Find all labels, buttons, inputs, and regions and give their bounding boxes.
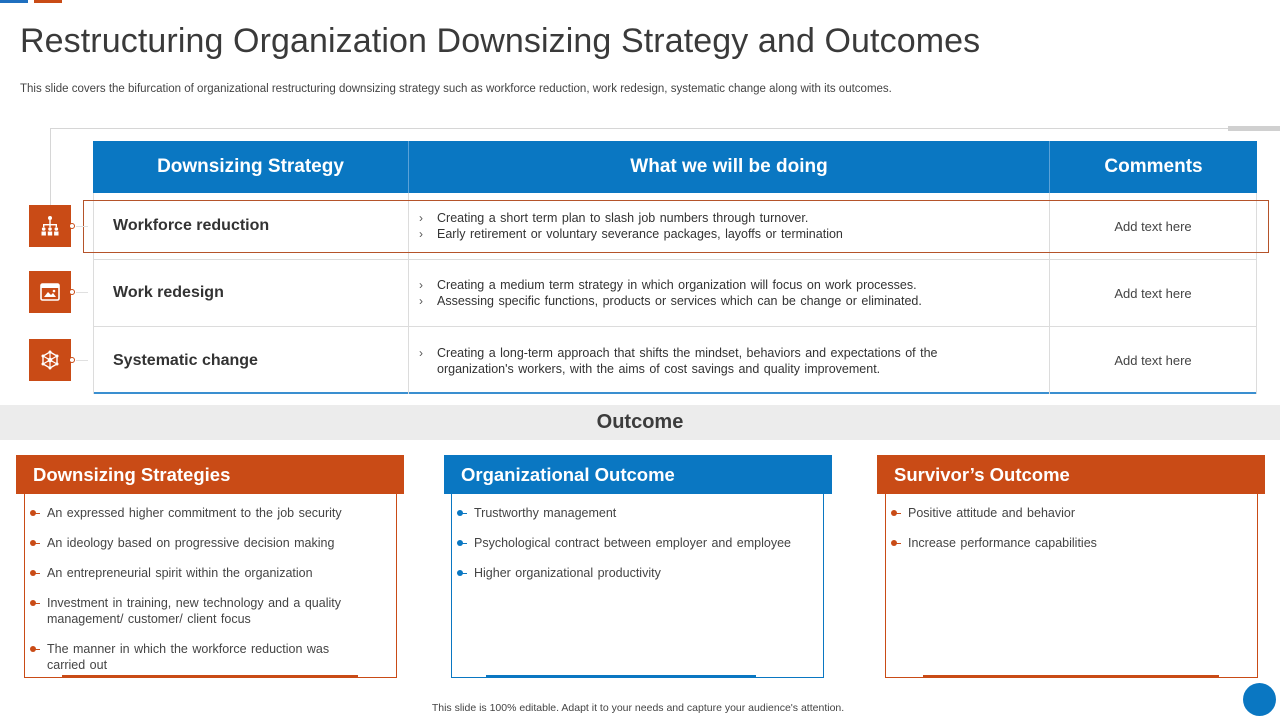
list-item: Trustworthy management <box>452 505 817 521</box>
connector-dot <box>69 289 75 295</box>
list-item: Higher organizational productivity <box>452 565 817 581</box>
chevron-right-icon: › <box>419 294 423 308</box>
card-body <box>451 494 824 678</box>
list-item: The manner in which the workforce reduction was carried out <box>25 641 370 673</box>
strategy-name: Systematic change <box>93 327 409 394</box>
list-item: Investment in training, new technology and a quality management/ customer/ client focus <box>25 595 370 627</box>
people-hierarchy-icon <box>29 205 71 247</box>
bullet-icon <box>452 565 474 581</box>
connector-dot <box>69 357 75 363</box>
corner-circle-decoration <box>1243 683 1276 716</box>
outcome-heading: Outcome <box>0 405 1280 440</box>
comment-cell: Add text here <box>1050 327 1257 394</box>
highlight-row-frame <box>83 200 1269 253</box>
strategy-name: Workforce reduction <box>93 193 409 259</box>
list-item: Psychological contract between employer and employee <box>452 535 817 551</box>
strategy-actions <box>409 260 1050 326</box>
top-accent-orange <box>34 0 62 3</box>
table-row <box>93 327 1257 394</box>
action-bullet: › Creating a medium term strategy in which organization will focus on work processes. <box>419 278 917 292</box>
card-footer-bar <box>486 675 756 678</box>
strategy-name: Work redesign <box>93 260 409 326</box>
slide-title: Restructuring Organization Downsizing Strategy and Outcomes <box>20 22 981 60</box>
strategy-actions <box>409 327 1050 394</box>
list-item: An entrepreneurial spirit within the organization <box>25 565 385 581</box>
chevron-right-icon: › <box>419 211 423 225</box>
chevron-right-icon: › <box>419 227 423 241</box>
card-downsizing-strategies <box>16 455 404 672</box>
bullet-icon <box>452 535 474 551</box>
comment-cell: Add text here <box>1050 193 1257 259</box>
card-footer-bar <box>923 675 1219 678</box>
connector-line <box>76 226 88 227</box>
network-nodes-icon <box>29 339 71 381</box>
browser-image-icon <box>29 271 71 313</box>
bullet-icon <box>886 505 908 521</box>
connector-dot <box>69 223 75 229</box>
card-body <box>885 494 1258 678</box>
bullet-icon <box>452 505 474 521</box>
bullet-icon <box>25 535 47 551</box>
connector-line <box>76 360 88 361</box>
header-downsizing-strategy: Downsizing Strategy <box>93 141 409 193</box>
card-survivors-outcome <box>877 455 1265 550</box>
list-item: An ideology based on progressive decision making <box>25 535 385 551</box>
chevron-right-icon: › <box>419 278 423 292</box>
action-bullet: › Early retirement or voluntary severance packages, layoffs or termination <box>419 227 843 241</box>
frame-line <box>50 128 1228 129</box>
header-comments: Comments <box>1104 156 1203 177</box>
frame-line-vertical <box>50 128 51 206</box>
card-title: Organizational Outcome <box>444 455 832 494</box>
card-footer-bar <box>62 675 358 678</box>
bullet-icon <box>886 535 908 551</box>
card-title: Downsizing Strategies <box>16 455 404 494</box>
header-what-we-will-be-doing: What we will be doing <box>409 141 1050 193</box>
bullet-icon <box>25 595 47 627</box>
list-item: An expressed higher commitment to the job security <box>25 505 385 521</box>
list-item: Increase performance capabilities <box>886 535 1251 551</box>
bullet-icon <box>25 505 47 521</box>
connector-line <box>76 292 88 293</box>
bullet-icon <box>25 565 47 581</box>
action-bullet: › Creating a short term plan to slash job numbers through turnover. <box>419 211 809 225</box>
action-bullet: › Assessing specific functions, products or services which can be change or eliminated. <box>419 294 922 308</box>
table-row <box>93 260 1257 327</box>
card-organizational-outcome <box>444 455 832 580</box>
comment-cell: Add text here <box>1050 260 1257 326</box>
card-body <box>24 494 397 678</box>
slide-subtitle: This slide covers the bifurcation of organizational restructuring downsizing strategy such as workforce reduction, work redesign, systematic change along with its outcomes. <box>20 83 892 95</box>
action-bullet: › Creating a long-term approach that shifts the mindset, behaviors and expectations of the organization's workers, with the aims of cost savings and quality improvement. <box>419 345 938 376</box>
card-title: Survivor’s Outcome <box>877 455 1265 494</box>
chevron-right-icon: › <box>419 345 423 360</box>
bullet-icon <box>25 641 47 673</box>
list-item: Positive attitude and behavior <box>886 505 1251 521</box>
frame-tab <box>1228 126 1280 131</box>
top-accent-blue <box>0 0 28 3</box>
strategy-table-header <box>93 141 1257 193</box>
footer-note: This slide is 100% editable. Adapt it to your needs and capture your audience's attention. <box>431 702 845 714</box>
